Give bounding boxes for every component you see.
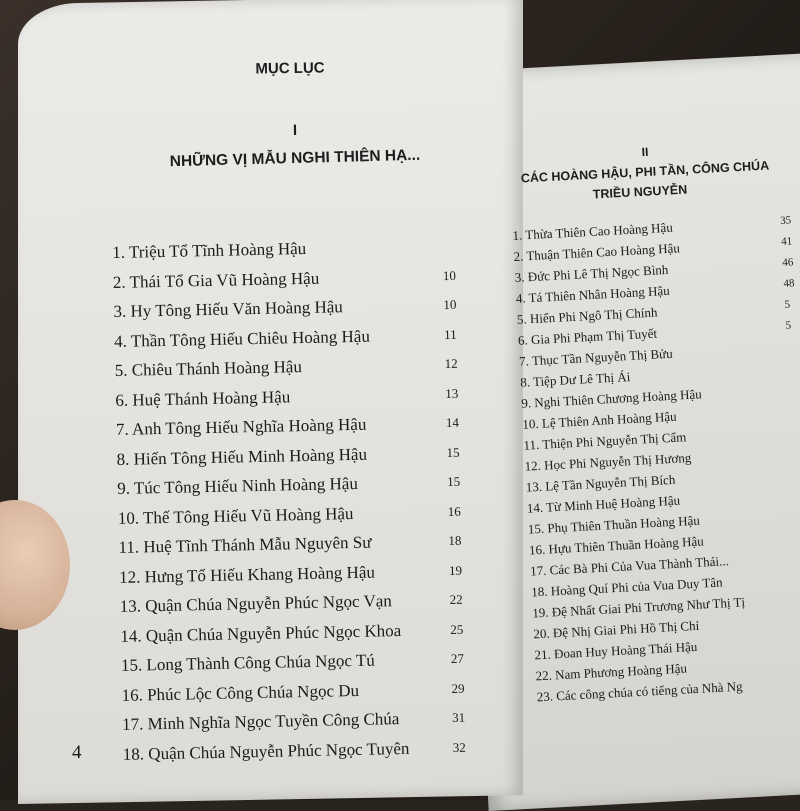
- toc-entry-title: 18. Hoàng Quí Phi của Vua Duy Tân: [530, 574, 723, 600]
- toc-entry-title: 17. Các Bà Phi Của Vua Thành Thái...: [529, 553, 730, 579]
- right-toc-list: [512, 209, 800, 707]
- toc-entry-title: 2. Thuận Thiên Cao Hoàng Hậu: [513, 240, 681, 264]
- toc-entry-title: 16. Hựu Thiên Thuần Hoàng Hậu: [528, 533, 705, 558]
- toc-entry-title: 18. Quận Chúa Nguyễn Phúc Ngọc Tuyên: [122, 738, 410, 764]
- toc-entry-title: 4. Tá Thiên Nhân Hoàng Hậu: [515, 282, 671, 306]
- toc-entry-title: 6. Huệ Thánh Hoàng Hậu: [115, 386, 291, 410]
- toc-entry-title: 6. Gia Phi Phạm Thị Tuyết: [517, 325, 658, 348]
- section-2-title-line1: CÁC HOÀNG HẬU, PHI TẦN, CÔNG CHÚA: [520, 158, 770, 186]
- toc-entry-title: 12. Hưng Tổ Hiếu Khang Hoàng Hậu: [118, 562, 376, 587]
- page-number: 4: [72, 742, 82, 763]
- toc-entry-title: 4. Thần Tông Hiếu Chiêu Hoàng Hậu: [113, 326, 371, 351]
- toc-header: MỤC LỤC: [255, 59, 325, 78]
- toc-entry-title: 13. Quận Chúa Nguyễn Phúc Ngọc Vạn: [119, 591, 392, 616]
- toc-entry-page: 14: [445, 414, 460, 431]
- toc-entry-page: 29: [451, 680, 465, 696]
- toc-entry-title: 19. Đệ Nhất Giai Phi Trương Như Thị Tị: [531, 594, 746, 621]
- toc-entry-page: 5: [784, 298, 791, 311]
- toc-entry-title: 16. Phúc Lộc Công Chúa Ngọc Du: [121, 680, 360, 705]
- toc-entry-page: 25: [450, 621, 464, 637]
- toc-entry-title: 14. Quận Chúa Nguyễn Phúc Ngọc Khoa: [120, 620, 402, 646]
- toc-entry-title: 21. Đoan Huy Hoàng Thái Hậu: [534, 638, 698, 663]
- toc-entry-title: 2. Thái Tổ Gia Vũ Hoàng Hậu: [112, 268, 320, 292]
- toc-entry-title: 10. Lệ Thiên Anh Hoàng Hậu: [522, 408, 677, 432]
- toc-entry-title: 1. Thừa Thiên Cao Hoàng Hậu: [512, 219, 674, 243]
- section-1-number: I: [292, 121, 298, 140]
- toc-entry-title: 7. Anh Tông Hiếu Nghĩa Hoàng Hậu: [115, 414, 367, 439]
- toc-entry-title: 14. Từ Minh Huệ Hoàng Hậu: [526, 492, 681, 516]
- toc-entry-page: 31: [451, 709, 466, 725]
- toc-entry-page: 32: [452, 739, 466, 755]
- toc-entry-title: 13. Lệ Tần Nguyễn Thị Bích: [525, 471, 676, 495]
- toc-entry-title: 5. Chiêu Thánh Hoàng Hậu: [114, 357, 303, 380]
- toc-entry-page: 15: [446, 444, 460, 460]
- section-2-title-line2: TRIỀU NGUYỄN: [592, 182, 688, 202]
- toc-entry-title: 9. Túc Tông Hiếu Ninh Hoàng Hậu: [117, 473, 359, 498]
- toc-entry-title: 3. Đức Phi Lê Thị Ngọc Bình: [514, 261, 669, 285]
- toc-entry-title: 10. Thế Tông Hiếu Vũ Hoàng Hậu: [117, 503, 354, 528]
- toc-entry-page: 46: [782, 256, 794, 269]
- toc-entry-page: 35: [779, 214, 792, 227]
- toc-entry-title: 11. Thiện Phi Nguyễn Thị Cẩm: [523, 429, 687, 453]
- left-toc-list: [112, 230, 503, 769]
- toc-entry-page: 5: [785, 319, 792, 332]
- toc-entry-page: 48: [783, 277, 795, 290]
- toc-entry-title: 15. Phụ Thiên Thuần Hoàng Hậu: [527, 512, 701, 537]
- toc-entry-page: 13: [445, 385, 459, 401]
- section-1-title: NHỮNG VỊ MẪU NGHI THIÊN HẠ...: [169, 146, 421, 171]
- toc-entry-title: 17. Minh Nghĩa Ngọc Tuyền Công Chúa: [121, 709, 400, 734]
- toc-entry-page: 22: [449, 591, 463, 608]
- toc-entry-page: 12: [444, 355, 458, 372]
- toc-entry-page: 10: [442, 267, 457, 283]
- toc-entry-page: 15: [447, 473, 461, 490]
- toc-entry-title: 5. Hiển Phi Ngô Thị Chính: [516, 304, 658, 327]
- toc-entry-page: 18: [448, 532, 462, 549]
- toc-entry-page: 27: [450, 650, 465, 666]
- toc-entry-title: 8. Hiến Tông Hiếu Minh Hoàng Hậu: [116, 444, 368, 469]
- section-2-number: II: [641, 144, 649, 160]
- toc-entry-page: 10: [443, 296, 457, 313]
- toc-entry-title: 8. Tiệp Dư Lê Thị Ái: [519, 369, 631, 390]
- toc-entry-title: 20. Đệ Nhị Giai Phi Hồ Thị Chỉ: [533, 617, 700, 642]
- toc-entry-title: 23. Các công chúa có tiếng của Nhà Ng: [536, 678, 743, 705]
- toc-entry-page: 16: [447, 503, 461, 519]
- toc-entry-page: 41: [780, 235, 793, 248]
- toc-entry-title: 15. Long Thành Công Chúa Ngọc Tú: [120, 650, 375, 675]
- toc-entry-title: 7. Thục Tần Nguyễn Thị Bửu: [518, 345, 673, 369]
- toc-entry-page: 11: [443, 326, 457, 342]
- toc-entry-page: 19: [448, 562, 463, 578]
- toc-entry-title: 1. Triệu Tổ Tĩnh Hoàng Hậu: [112, 238, 307, 262]
- toc-entry-title: 3. Hy Tông Hiếu Văn Hoàng Hậu: [113, 297, 344, 321]
- toc-entry-title: 11. Huệ Tĩnh Thánh Mẫu Nguyên Sư: [118, 532, 372, 557]
- toc-entry-title: 22. Nam Phương Hoàng Hậu: [535, 660, 688, 684]
- toc-entry-title: 12. Học Phi Nguyễn Thị Hương: [524, 449, 692, 474]
- toc-entry-title: 9. Nghi Thiên Chương Hoàng Hậu: [520, 386, 702, 411]
